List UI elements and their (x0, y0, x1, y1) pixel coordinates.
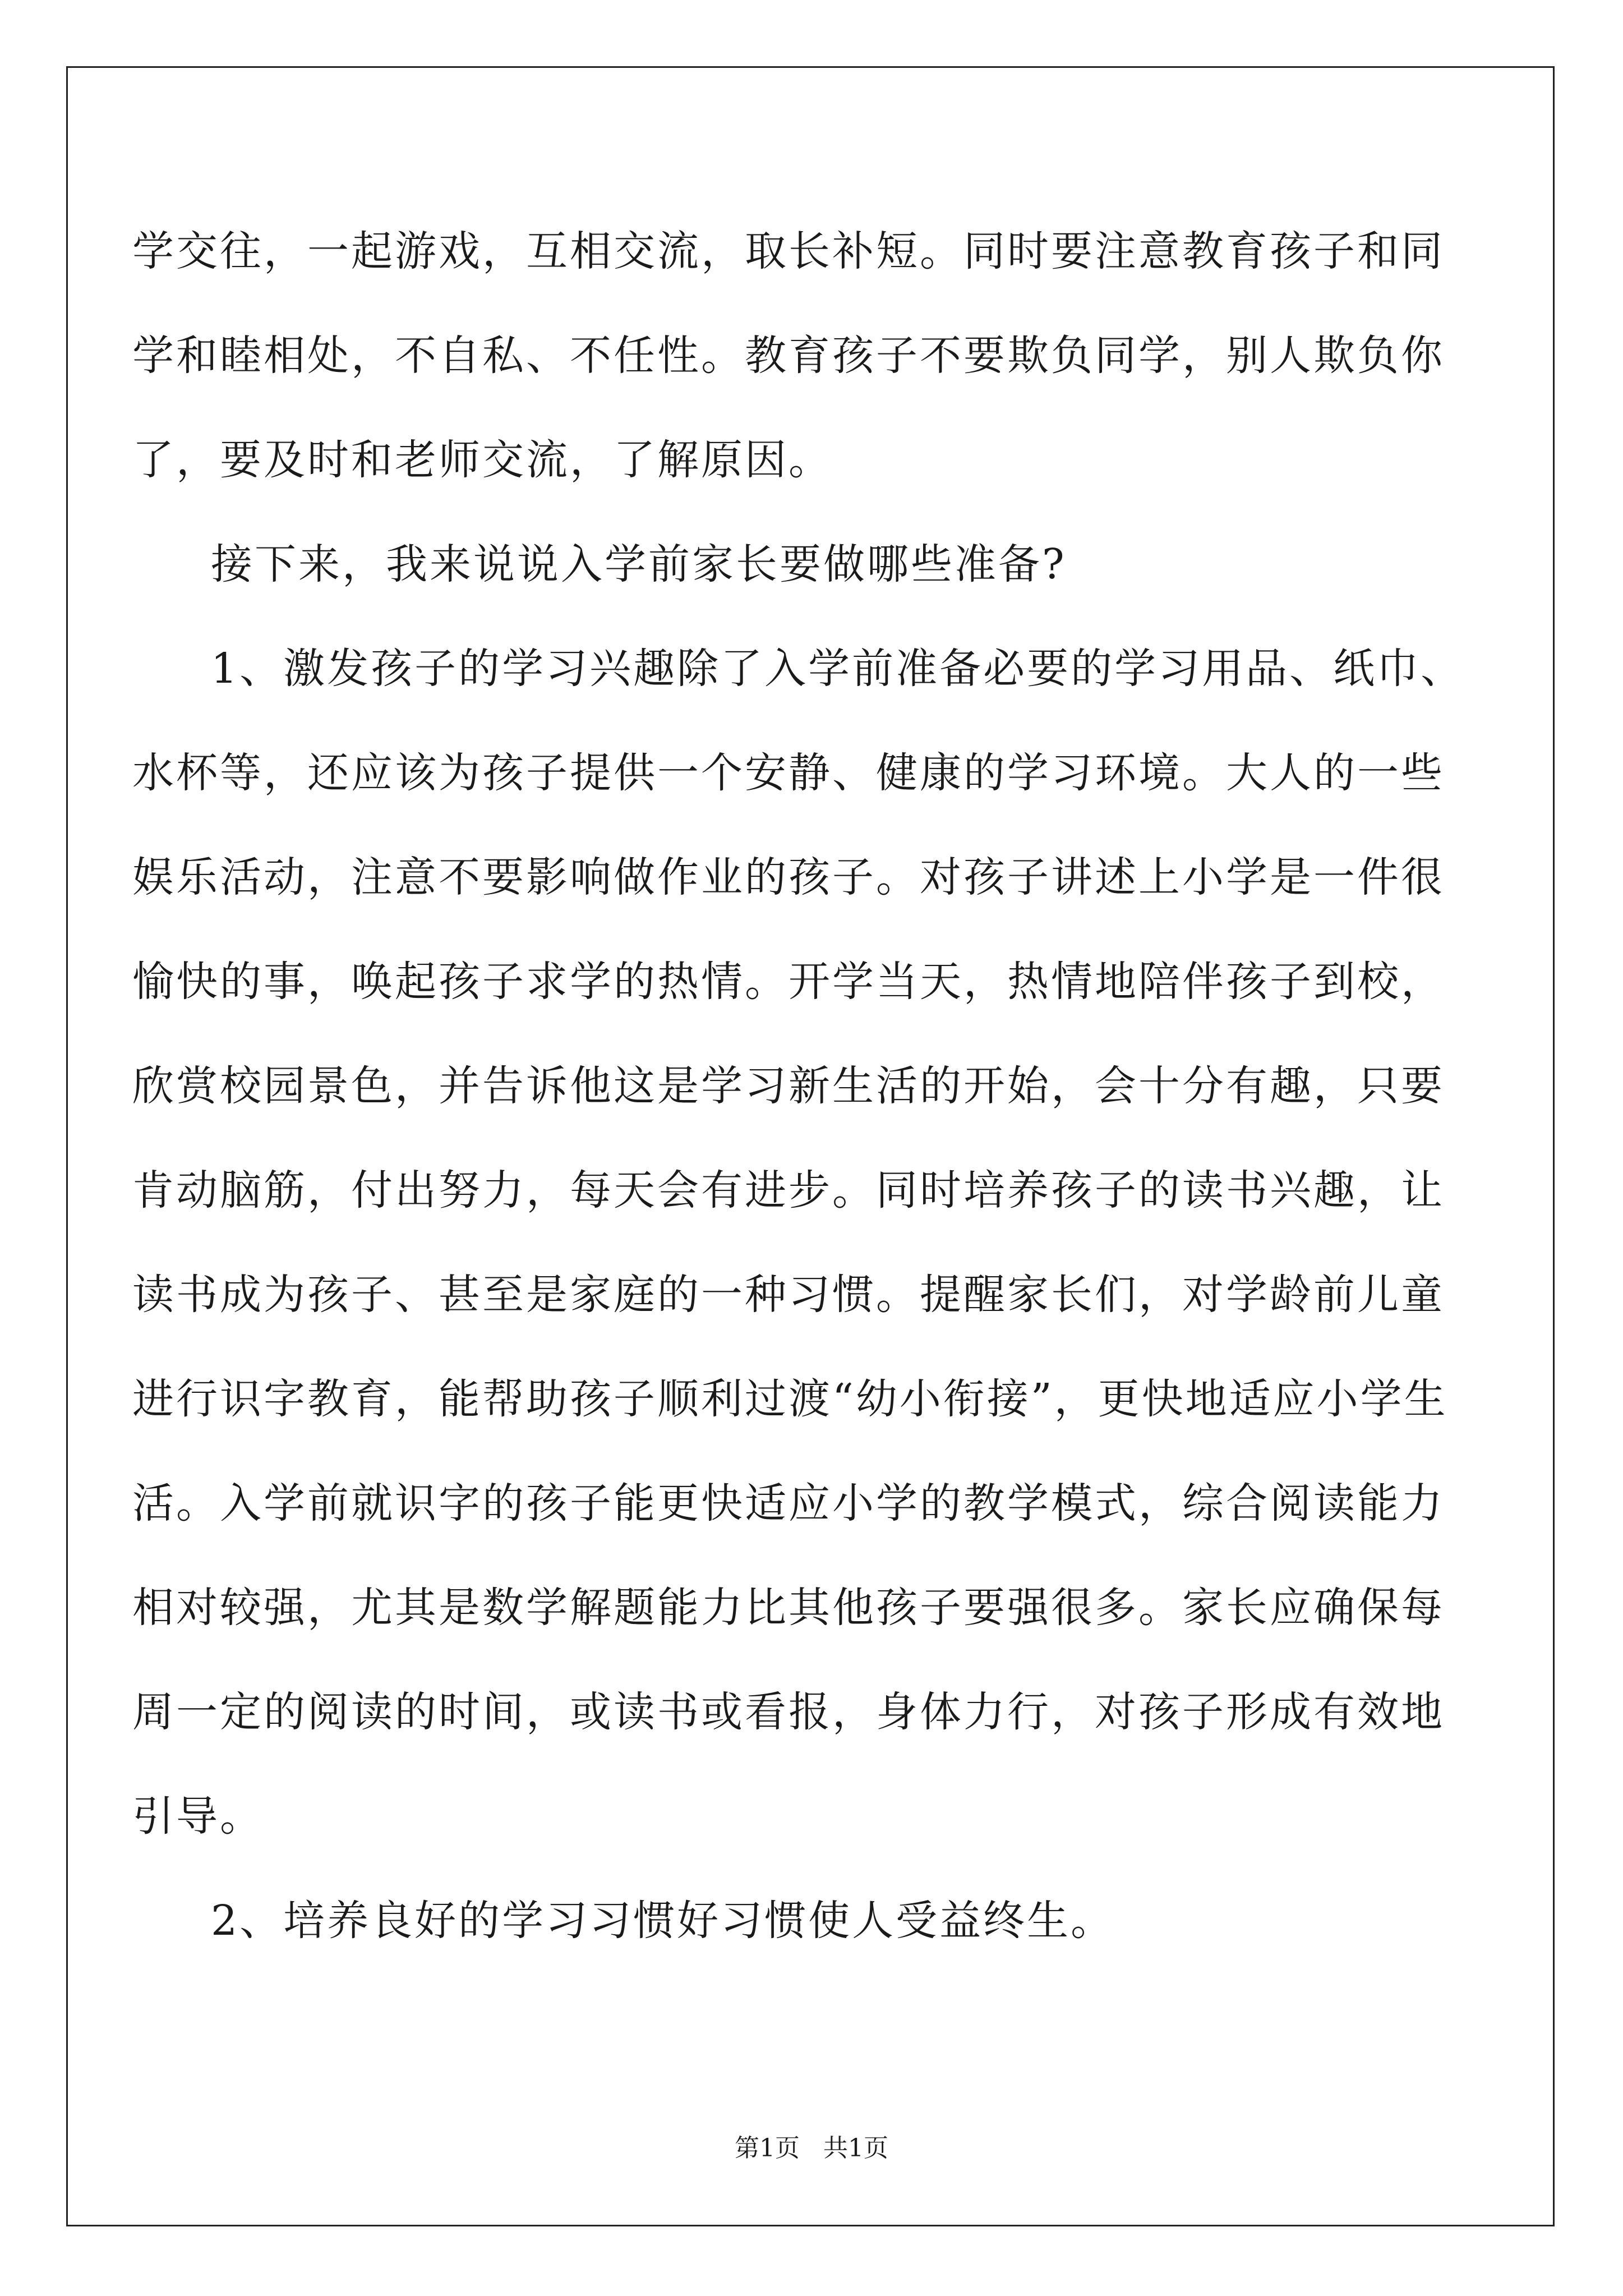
text-line: 1、激发孩子的学习兴趣除了入学前准备必要的学习用品、纸巾、 (211, 645, 1465, 693)
text-line: 愉快的事，唤起孩子求学的热情。开学当天，热情地陪伴孩子到校， (132, 958, 1445, 1006)
text-line: 学交往，一起游戏，互相交流，取长补短。同时要注意教育孩子和同 (132, 227, 1445, 275)
text-line: 相对较强，尤其是数学解题能力比其他孩子要强很多。家长应确保每 (132, 1584, 1445, 1632)
text-line: 活。入学前就识字的孩子能更快适应小学的教学模式，综合阅读能力 (132, 1479, 1445, 1527)
text-line: 2、培养良好的学习习惯好习惯使人受益终生。 (211, 1897, 1115, 1945)
text-line: 水杯等，还应该为孩子提供一个安静、健康的学习环境。大人的一些 (132, 749, 1445, 797)
text-line: 娱乐活动，注意不要影响做作业的孩子。对孩子讲述上小学是一件很 (132, 853, 1445, 901)
text-line: 引导。 (132, 1792, 264, 1841)
text-line: 进行识字教育，能帮助孩子顺利过渡“幼小衔接”，更快地适应小学生 (132, 1375, 1448, 1423)
text-line: 周一定的阅读的时间，或读书或看报，身体力行，对孩子形成有效地 (132, 1688, 1445, 1736)
text-line: 接下来，我来说说入学前家长要做哪些准备? (211, 540, 1067, 588)
text-line: 了，要及时和老师交流，了解原因。 (132, 436, 832, 484)
page-number: 第1页 共1页 (735, 2134, 888, 2162)
text-line: 欣赏校园景色，并告诉他这是学习新生活的开始，会十分有趣，只要 (132, 1062, 1445, 1110)
text-line: 学和睦相处，不自私、不任性。教育孩子不要欺负同学，别人欺负你 (132, 332, 1445, 380)
text-line: 肯动脑筋，付出努力，每天会有进步。同时培养孩子的读书兴趣，让 (132, 1166, 1445, 1214)
text-line: 读书成为孩子、甚至是家庭的一种习惯。提醒家长们，对学龄前儿童 (132, 1271, 1445, 1319)
